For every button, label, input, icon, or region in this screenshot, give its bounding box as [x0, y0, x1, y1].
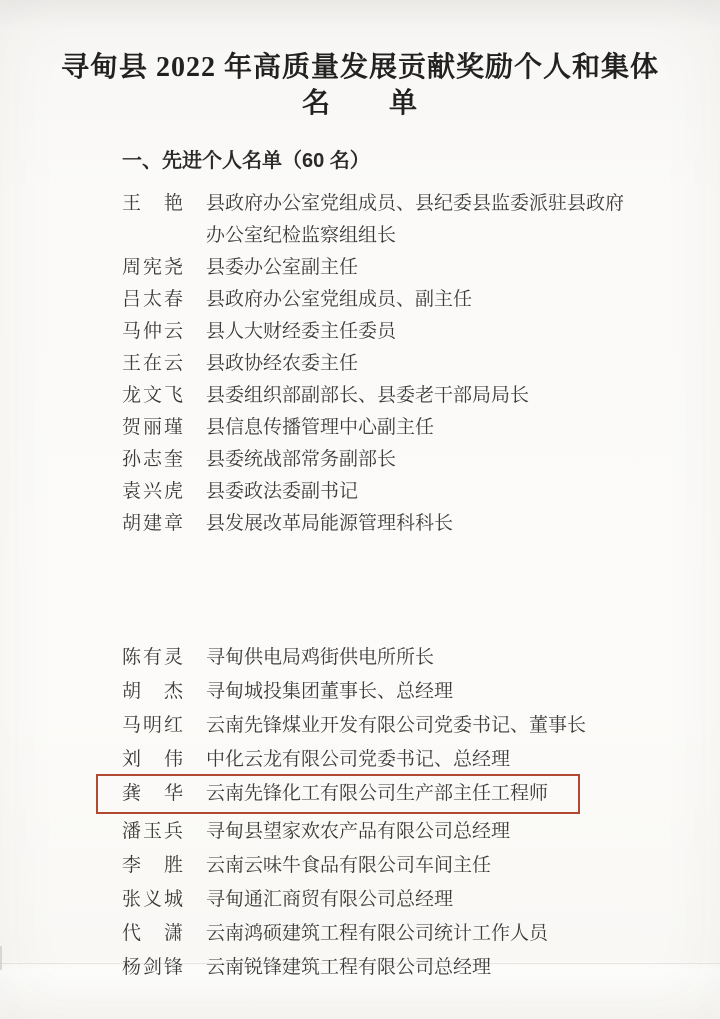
person-title: 寻甸县望家欢农产品有限公司总经理 — [206, 821, 511, 842]
group-gap — [0, 540, 720, 628]
person-title: 县委统战部常务副部长 — [206, 449, 397, 470]
person-title: 县信息传播管理中心副主任 — [206, 417, 435, 438]
person-name: 孙志奎 — [122, 449, 186, 470]
person-title: 云南云味牛食品有限公司车间主任 — [206, 855, 492, 876]
list-item — [122, 850, 720, 882]
person-title: 县发展改革局能源管理科科长 — [206, 513, 454, 534]
person-name: 王在云 — [122, 353, 186, 374]
list-item — [122, 284, 720, 316]
person-name: 张义城 — [122, 889, 186, 910]
list-item — [122, 816, 720, 848]
section-heading: 一、先进个人名单（60 名） — [122, 150, 370, 172]
person-name: 杨剑锋 — [122, 957, 186, 978]
person-name: 胡 杰 — [122, 681, 186, 702]
person-title: 云南锐锋建筑工程有限公司总经理 — [206, 957, 492, 978]
person-title: 县委政法委副书记 — [206, 481, 359, 502]
list-item — [122, 188, 720, 252]
person-title: 县委组织部副部长、县委老干部局局长 — [206, 385, 530, 406]
document-title-line-2: 名 单 — [301, 88, 418, 119]
person-name: 周宪尧 — [122, 257, 186, 278]
person-title: 云南先锋煤业开发有限公司党委书记、董事长 — [206, 715, 587, 736]
person-name: 代 潇 — [122, 923, 186, 944]
person-name: 王 艳 — [122, 193, 186, 214]
document-title-line-1: 寻甸县 2022 年高质量发展贡献奖励个人和集体 — [60, 52, 659, 83]
person-title: 县政府办公室党组成员、副主任 — [206, 289, 473, 310]
person-name: 袁兴虎 — [122, 481, 186, 502]
list-item — [122, 476, 720, 508]
person-title: 县政协经农委主任 — [206, 353, 359, 374]
person-name: 贺丽瑾 — [122, 417, 186, 438]
list-item — [122, 508, 720, 540]
scan-artifact-edge — [0, 946, 2, 970]
list-item — [122, 952, 720, 984]
person-title: 寻甸供电局鸡街供电所所长 — [206, 647, 435, 668]
list-item — [122, 884, 720, 916]
person-name: 龙文飞 — [122, 385, 186, 406]
list-item — [122, 316, 720, 348]
person-title: 寻甸城投集团董事长、总经理 — [206, 681, 454, 702]
person-title: 县政府办公室党组成员、县纪委县监委派驻县政府办公室纪检监察组组长 — [206, 193, 625, 246]
person-name: 潘玉兵 — [122, 821, 186, 842]
person-name: 刘 伟 — [122, 749, 186, 770]
highlighted-entry — [96, 774, 580, 814]
person-name: 李 胜 — [122, 855, 186, 876]
list-item — [122, 412, 720, 444]
person-name: 马明红 — [122, 715, 186, 736]
list-item — [122, 744, 720, 776]
person-name: 吕太春 — [122, 289, 186, 310]
person-title: 寻甸通汇商贸有限公司总经理 — [206, 889, 454, 910]
list-item — [122, 252, 720, 284]
person-title: 县委办公室副主任 — [206, 257, 359, 278]
list-item — [122, 918, 720, 950]
award-list-group-1 — [0, 188, 720, 540]
award-list-group-2 — [0, 642, 720, 984]
list-item — [122, 444, 720, 476]
person-title: 云南鸿硕建筑工程有限公司统计工作人员 — [206, 923, 549, 944]
person-name: 龚 华 — [122, 783, 186, 804]
scan-artifact-line — [0, 963, 720, 964]
person-name: 马仲云 — [122, 321, 186, 342]
person-title: 县人大财经委主任委员 — [206, 321, 397, 342]
person-name: 陈有灵 — [122, 647, 186, 668]
list-item — [122, 642, 720, 674]
list-item — [122, 348, 720, 380]
person-title: 云南先锋化工有限公司生产部主任工程师 — [206, 783, 549, 804]
person-title: 中化云龙有限公司党委书记、总经理 — [206, 749, 511, 770]
list-item — [122, 710, 720, 742]
list-item — [122, 380, 720, 412]
list-item — [122, 676, 720, 708]
person-name: 胡建章 — [122, 513, 186, 534]
